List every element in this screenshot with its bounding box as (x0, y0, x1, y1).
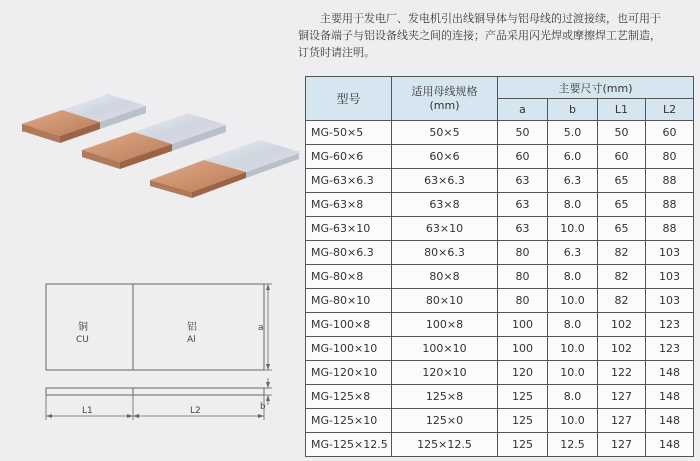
cell-b: 10.0 (548, 361, 598, 385)
cell-model: MG-100×8 (306, 313, 392, 337)
table-row (306, 313, 694, 337)
cell-L2: 148 (646, 385, 694, 409)
cell-spec: 80×8 (392, 265, 498, 289)
cell-L1: 127 (598, 385, 646, 409)
cell-L1: 65 (598, 193, 646, 217)
cell-spec: 125×8 (392, 385, 498, 409)
cell-b: 8.0 (548, 313, 598, 337)
cell-a: 125 (498, 409, 548, 433)
cell-L1: 127 (598, 409, 646, 433)
cell-L2: 123 (646, 313, 694, 337)
header-model: 型号 (306, 77, 392, 121)
cell-model: MG-80×6.3 (306, 241, 392, 265)
cell-a: 100 (498, 337, 548, 361)
cell-a: 80 (498, 265, 548, 289)
table-row (306, 433, 694, 457)
cell-model: MG-80×8 (306, 265, 392, 289)
cell-model: MG-50×5 (306, 121, 392, 145)
cell-spec: 120×10 (392, 361, 498, 385)
aluminum-label: 铝 (187, 322, 197, 333)
header-L2: L2 (646, 99, 694, 121)
header-main-dimensions: 主要尺寸(mm) (498, 77, 694, 99)
cell-b: 8.0 (548, 265, 598, 289)
cell-model: MG-100×10 (306, 337, 392, 361)
table-row (306, 361, 694, 385)
cell-L1: 122 (598, 361, 646, 385)
intro-line: 铜设备端子与铝设备线夹之间的连接；产品采用闪光焊或摩擦焊工艺制造， (298, 29, 661, 42)
cell-L1: 102 (598, 313, 646, 337)
intro-line: 订货时请注明。 (298, 46, 375, 59)
cell-a: 125 (498, 385, 548, 409)
cell-L1: 82 (598, 265, 646, 289)
table-row (306, 385, 694, 409)
cell-model: MG-80×10 (306, 289, 392, 313)
cell-a: 80 (498, 241, 548, 265)
cell-a: 120 (498, 361, 548, 385)
cell-model: MG-63×6.3 (306, 169, 392, 193)
header-a: a (498, 99, 548, 121)
plate-side-view (46, 388, 264, 395)
table-row (306, 289, 694, 313)
cell-L1: 60 (598, 145, 646, 169)
cell-L2: 148 (646, 433, 694, 457)
cell-b: 12.5 (548, 433, 598, 457)
cell-spec: 63×6.3 (392, 169, 498, 193)
cell-spec: 125×12.5 (392, 433, 498, 457)
cell-L2: 148 (646, 409, 694, 433)
cell-model: MG-63×8 (306, 193, 392, 217)
cell-b: 10.0 (548, 289, 598, 313)
cell-b: 5.0 (548, 121, 598, 145)
cell-b: 10.0 (548, 409, 598, 433)
cell-L1: 65 (598, 217, 646, 241)
header-b: b (548, 99, 598, 121)
cell-model: MG-60×6 (306, 145, 392, 169)
cell-L1: 102 (598, 337, 646, 361)
table-row (306, 169, 694, 193)
cell-b: 6.0 (548, 145, 598, 169)
cell-a: 60 (498, 145, 548, 169)
cell-b: 6.3 (548, 241, 598, 265)
table-row (306, 121, 694, 145)
cell-spec: 60×6 (392, 145, 498, 169)
cell-a: 125 (498, 433, 548, 457)
cell-L2: 60 (646, 121, 694, 145)
table-row (306, 217, 694, 241)
table-row (306, 241, 694, 265)
table-row (306, 409, 694, 433)
header-busbar-line2: (mm) (429, 98, 460, 112)
cell-model: MG-120×10 (306, 361, 392, 385)
dimension-a (258, 284, 272, 370)
cell-b: 8.0 (548, 193, 598, 217)
cell-spec: 100×8 (392, 313, 498, 337)
copper-label: 铜 (78, 322, 88, 333)
cell-model: MG-125×8 (306, 385, 392, 409)
cell-a: 63 (498, 217, 548, 241)
table-row (306, 145, 694, 169)
spec-table (305, 76, 694, 457)
dim-b-label: b (260, 402, 266, 412)
cell-L2: 80 (646, 145, 694, 169)
cell-L2: 123 (646, 337, 694, 361)
cell-spec: 125×0 (392, 409, 498, 433)
cell-L1: 82 (598, 289, 646, 313)
cell-spec: 100×10 (392, 337, 498, 361)
table-row (306, 337, 694, 361)
intro-line: 主要用于发电厂、发电机引出线铜导体与铝母线的过渡接续，也可用于 (320, 12, 661, 25)
cell-L2: 148 (646, 361, 694, 385)
table-row (306, 193, 694, 217)
cell-b: 6.3 (548, 169, 598, 193)
cell-a: 50 (498, 121, 548, 145)
dimension-length (46, 395, 264, 420)
cell-a: 63 (498, 169, 548, 193)
cell-a: 100 (498, 313, 548, 337)
cell-L2: 88 (646, 169, 694, 193)
dim-L2-label: L2 (190, 406, 201, 416)
cell-b: 10.0 (548, 337, 598, 361)
header-busbar-spec (392, 77, 498, 121)
cell-L2: 103 (646, 289, 694, 313)
cell-spec: 63×10 (392, 217, 498, 241)
cell-L2: 103 (646, 241, 694, 265)
cell-L1: 127 (598, 433, 646, 457)
cell-a: 63 (498, 193, 548, 217)
header-L1: L1 (598, 99, 646, 121)
table-row (306, 265, 694, 289)
dim-a-label: a (258, 323, 264, 333)
copper-symbol: CU (76, 335, 89, 345)
cell-spec: 80×6.3 (392, 241, 498, 265)
header-busbar-line1: 适用母线规格 (411, 84, 478, 98)
cell-model: MG-125×10 (306, 409, 392, 433)
cell-b: 10.0 (548, 217, 598, 241)
cell-L2: 88 (646, 193, 694, 217)
product-illustration (0, 80, 300, 200)
intro-text (298, 10, 694, 61)
cell-L1: 50 (598, 121, 646, 145)
cell-spec: 80×10 (392, 289, 498, 313)
cell-L2: 103 (646, 265, 694, 289)
cell-L1: 65 (598, 169, 646, 193)
dimension-drawing (20, 270, 290, 430)
cell-L2: 88 (646, 217, 694, 241)
dim-L1-label: L1 (82, 406, 93, 416)
aluminum-symbol: Al (187, 335, 196, 345)
cell-model: MG-125×12.5 (306, 433, 392, 457)
cell-model: MG-63×10 (306, 217, 392, 241)
cell-L1: 82 (598, 241, 646, 265)
cell-spec: 63×8 (392, 193, 498, 217)
cell-b: 8.0 (548, 385, 598, 409)
cell-a: 80 (498, 289, 548, 313)
cell-spec: 50×5 (392, 121, 498, 145)
